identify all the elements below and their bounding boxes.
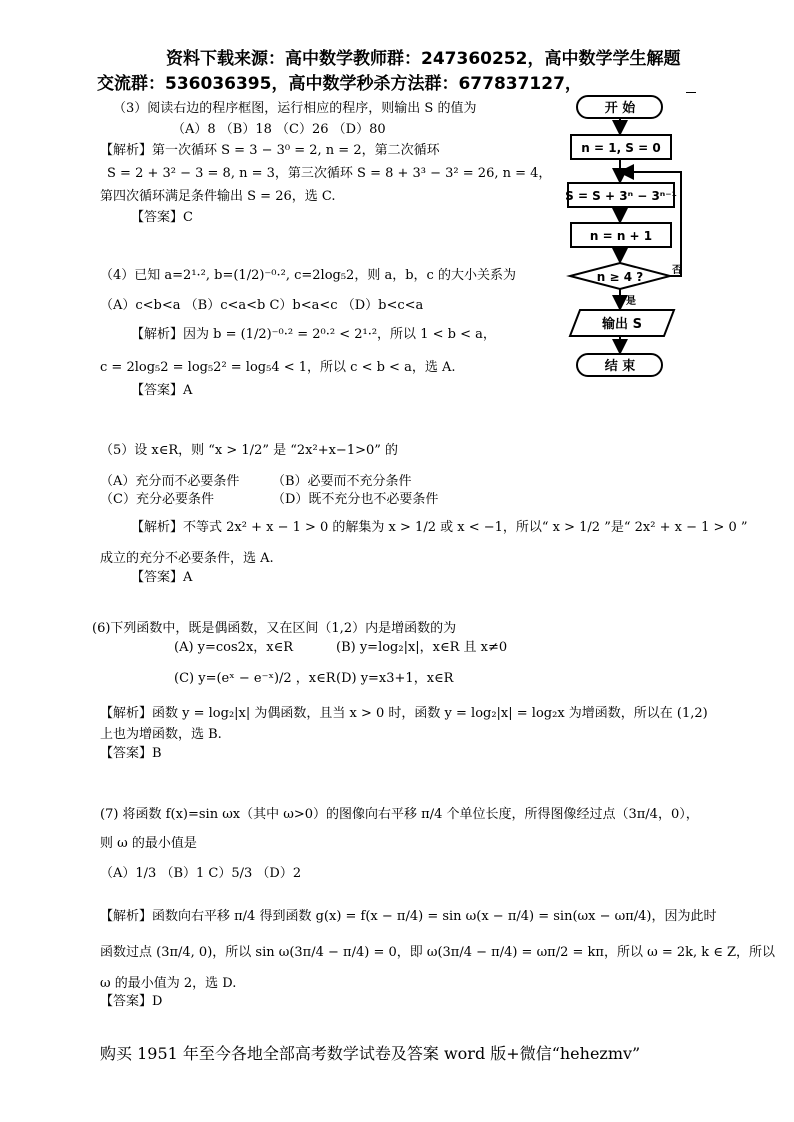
q3-analysis-3: 第四次循环满足条件输出 S = 26，选 C.	[100, 189, 336, 204]
q6-option-b: (B) y=log₂|x|，x∈R 且 x≠0	[336, 640, 508, 655]
header-line-1: 资料下载来源：高中数学教师群：247360252，高中数学学生解题	[166, 49, 681, 69]
q5-option-b: （B）必要而不充分条件	[272, 474, 412, 489]
q5-answer: 【答案】A	[131, 570, 193, 585]
q7-analysis-3: ω 的最小值为 2，选 D.	[100, 976, 237, 991]
flowchart-yes-label: 是	[626, 296, 636, 307]
q5-option-a: （A）充分而不必要条件	[100, 474, 240, 489]
q7-options: （A）1/3 （B）1 C）5/3 （D）2	[100, 866, 302, 881]
header-line-2: 交流群：536036395，高中数学秒杀方法群：677837127，	[97, 74, 582, 94]
flowchart-condition-label: n ≥ 4 ?	[596, 270, 644, 284]
flowchart-end-label: 结 束	[604, 359, 636, 374]
q3-analysis-2: S = 2 + 3² − 3 = 8, n = 3，第三次循环 S = 8 + 3³ − 3² = 26, n = 4，	[107, 166, 552, 181]
q7-stem-1: (7) 将函数 f(x)=sin ωx（其中 ω>0）的图像向右平移 π/4 个单位长度，所得图像经过点（3π/4，0），	[100, 807, 699, 822]
footer-ad: 购买 1951 年至今各地全部高考数学试卷及答案 word 版+微信“hehezmv”	[100, 1044, 641, 1063]
q5-stem: （5）设 x∈R，则 “x > 1/2” 是 “2x²+x−1>0” 的	[100, 443, 399, 458]
q5-analysis-2: 成立的充分不必要条件，选 A.	[100, 551, 274, 566]
q4-analysis-2: c = 2log₅2 = log₅2² = log₅4 < 1，所以 c < b < a，选 A.	[100, 360, 456, 375]
q6-analysis-1: 【解析】函数 y = log₂|x| 为偶函数，且当 x > 0 时，函数 y = log₂|x| = log₂x 为增函数，所以在 (1,2)	[100, 706, 708, 721]
q4-options: （A）c<b<a （B）c<a<b C）b<a<c （D）b<c<a	[100, 298, 424, 313]
q7-answer: 【答案】D	[100, 994, 163, 1009]
q5-option-d: （D）既不充分也不必要条件	[272, 492, 439, 507]
flowchart-init-label: n = 1, S = 0	[581, 141, 661, 155]
flowchart-incr-label: n = n + 1	[589, 229, 653, 243]
q4-stem: （4）已知 a=2¹·², b=(1/2)⁻⁰·², c=2log₅2，则 a，b，c 的大小关系为	[100, 268, 516, 283]
q3-answer: 【答案】C	[131, 210, 193, 225]
q7-analysis-2: 函数过点 (3π/4, 0)，所以 sin ω(3π/4 − π/4) = 0，即 ω(3π/4 − π/4) = ωπ/2 = kπ，所以 ω = 2k, k ∈ Z，所以	[100, 945, 776, 960]
q6-stem: (6)下列函数中，既是偶函数，又在区间（1,2）内是增函数的为	[92, 621, 457, 636]
q7-stem-2: 则 ω 的最小值是	[100, 836, 197, 851]
q6-analysis-2: 上也为增函数，选 B.	[100, 727, 222, 742]
program-flowchart	[560, 88, 694, 388]
q3-options: （A）8 （B）18 （C）26 （D）80	[172, 122, 386, 137]
q5-analysis-1: 【解析】不等式 2x² + x − 1 > 0 的解集为 x > 1/2 或 x < −1，所以“ x > 1/2 ”是“ 2x² + x − 1 > 0 ”	[131, 520, 748, 535]
q6-option-c: (C) y=(eˣ − e⁻ˣ)/2 ，x∈R	[174, 671, 336, 686]
q6-option-a: (A) y=cos2x，x∈R	[174, 640, 294, 655]
flowchart-start-label: 开 始	[604, 101, 636, 116]
q6-option-d: (D) y=x3+1，x∈R	[336, 671, 454, 686]
q6-answer: 【答案】B	[100, 746, 162, 761]
flowchart-assign-label: S = S + 3ⁿ − 3ⁿ⁻¹	[565, 189, 677, 203]
q4-answer: 【答案】A	[131, 383, 193, 398]
q4-analysis-1: 【解析】因为 b = (1/2)⁻⁰·² = 2⁰·² < 2¹·²，所以 1 < b < a，	[131, 327, 496, 342]
q3-analysis-1: 【解析】第一次循环 S = 3 − 3⁰ = 2, n = 2，第二次循环	[100, 143, 440, 158]
flowchart-no-label: 否	[672, 265, 682, 276]
flowchart-output-label: 输出 S	[602, 317, 642, 332]
q5-option-c: （C）充分必要条件	[100, 492, 214, 507]
q3-stem: （3）阅读右边的程序框图，运行相应的程序，则输出 S 的值为	[113, 101, 477, 116]
q7-analysis-1: 【解析】函数向右平移 π/4 得到函数 g(x) = f(x − π/4) = sin ω(x − π/4) = sin(ωx − ωπ/4)，因为此时	[100, 909, 717, 924]
